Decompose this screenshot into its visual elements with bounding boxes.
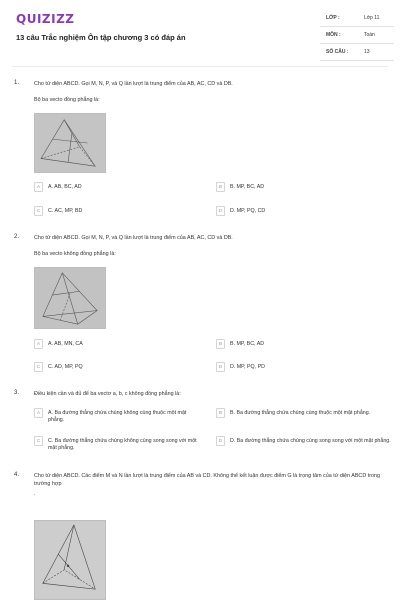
option-letter: A [34,182,43,192]
question-number: 4. [14,472,20,478]
option-text: B. Ba đường thẳng chứa chúng cùng thuộc một mặt phẳng. [230,410,371,416]
option-letter: B [216,339,225,349]
meta-row-class [320,10,394,27]
tetrahedron-figure [35,521,105,599]
meta-row-subject [320,27,394,44]
question-number: 2. [14,234,20,240]
question-text: Điều kiện cần và đủ để ba vectơ a, b, c không đồng phẳng là: [34,391,181,397]
question-prompt: Bộ ba vecto không đồng phẳng là: [34,251,116,257]
option-letter: C [34,436,43,446]
option-text: B. MP, BC, AD [230,184,265,190]
option-letter: D [216,436,225,446]
option-letter: D [216,362,225,372]
question-text: Cho tứ diện ABCD. Gọi M, N, P, và Q lần lượt là trung điểm của AB, AC, CD và DB. [34,81,233,87]
meta-table [320,10,394,61]
option-text: C. Ba đường thẳng chứa chúng không cùng song song với một mặt phẳng. [48,438,197,451]
tetrahedron-figure [35,114,105,172]
meta-label: LỚP : [326,15,340,21]
meta-label: SỐ CÂU : [326,49,349,55]
option-text: A. Ba đường thẳng chứa chúng không cùng thuộc một mặt phẳng. [48,410,187,423]
option-text: C. AD, MP, PQ [48,364,83,370]
question-prompt: Bộ ba vecto đồng phẳng là: [34,97,100,103]
option-letter: C [34,206,43,216]
page-title: 13 câu Trắc nghiệm Ôn tập chương 3 có đáp án [16,33,186,42]
option-text: D. MP, PQ, PD [230,364,265,370]
option-letter: C [34,362,43,372]
tetrahedron-figure [35,268,105,328]
option-text: D. MP, PQ, CD [230,208,266,214]
tetrahedron-photo [34,267,106,329]
tetrahedron-photo [34,520,106,600]
option-letter: B [216,182,225,192]
option-letter: B [216,408,225,418]
document-header [0,0,400,72]
option-text: B. MP, BC, AD [230,341,265,347]
question-number: 1. [14,80,20,86]
meta-value: Lớp 11 [364,15,380,21]
question-text: Cho tứ diện ABCD. Các điểm M và N lần lượt là trung điểm của AB và CD. Không thể kết luận được điểm G là trọng tâm của tứ diện ABCD trong trường hợp [34,473,380,487]
meta-value: 13 [364,49,370,55]
option-text: A. AB, BC, AD [48,184,82,190]
question-number: 3. [14,390,20,396]
quizizz-logo[interactable]: QUIZIZZ [16,12,75,26]
meta-row-count [320,44,394,61]
option-text: D. Ba đường thẳng chứa chúng cùng song song với một mặt phẳng. [230,438,391,444]
option-letter: A [34,408,43,418]
meta-value: Toán [364,32,375,38]
tetrahedron-photo [34,113,106,173]
option-letter: A [34,339,43,349]
meta-label: MÔN : [326,32,341,38]
question-prompt: . [34,491,36,497]
header-divider [12,66,388,67]
option-letter: D [216,206,225,216]
question-text: Cho tứ diện ABCD. Gọi M, N, P, và Q lần lượt là trung điểm của AB, AC, CD và DB. [34,235,233,241]
option-text: A. AB, MN, CA [48,341,83,347]
option-text: C. AC, MP, BD [48,208,83,214]
